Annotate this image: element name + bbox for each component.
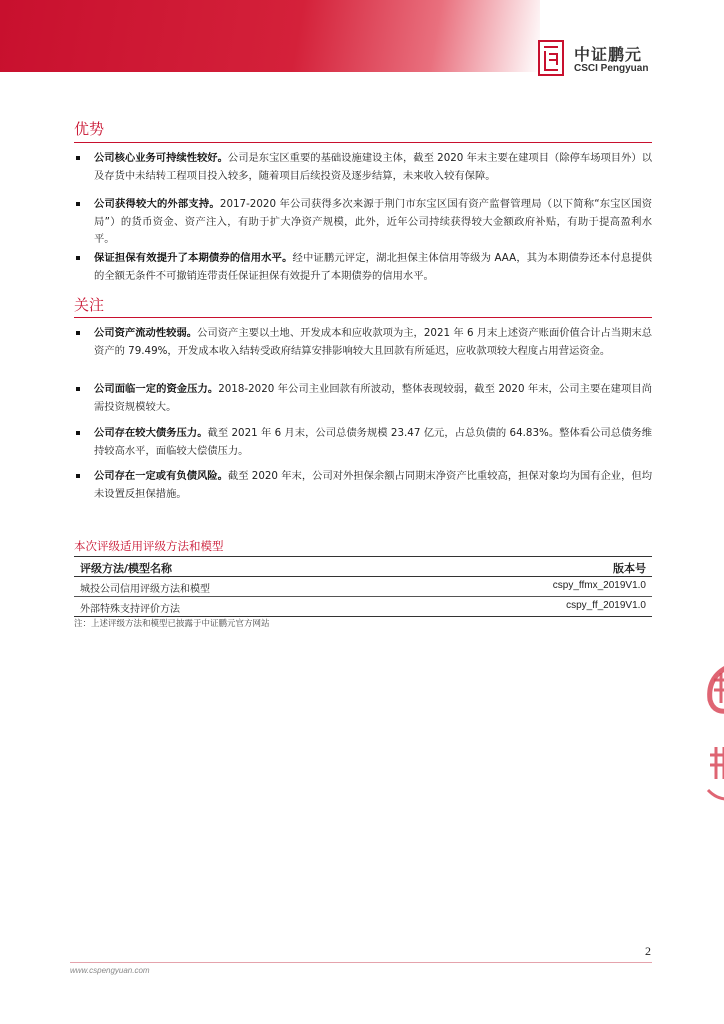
concern-item-3-text: 截至 2021 年 6 月末，公司总债务规模 23.47 亿元，占总负债的 64.83%。整体看公司总债务维持较高水平，面临较大偿债压力。 — [94, 427, 653, 457]
footer-rule — [70, 962, 652, 963]
bullet-icon — [76, 256, 80, 260]
concern-item-1 — [74, 325, 652, 360]
bullet-icon — [76, 331, 80, 335]
advantage-item-1 — [74, 150, 652, 185]
advantage-item-3-lead: 保证担保有效提升了本期债券的信用水平。 — [94, 252, 293, 264]
concern-item-4-lead: 公司存在一定或有负债风险。 — [94, 470, 228, 482]
table-note: 注：上述评级方法和模型已披露于中证鹏元官方网站 — [74, 619, 270, 629]
header-method-name: 评级方法/模型名称 — [80, 562, 173, 575]
concern-item-3-lead: 公司存在较大债务压力。 — [94, 427, 208, 439]
concern-item-2-text: 2018-2020 年公司主业回款有所波动，整体表现较弱，截至 2020 年末，公司主要在建项目尚需投资规模较大。 — [94, 383, 652, 413]
seal-icon — [538, 40, 564, 76]
table-row — [74, 577, 652, 597]
bullet-icon — [76, 431, 80, 435]
concern-item-4-text: 截至 2020 年末，公司对外担保余额占同期末净资产比重较高，担保对象均为国有企业，但均未设置反担保措施。 — [94, 470, 653, 500]
row-2-version: cspy_ff_2019V1.0 — [566, 600, 646, 611]
bullet-icon — [76, 387, 80, 391]
bullet-icon — [76, 156, 80, 160]
advantages-rule — [74, 142, 652, 143]
page-number: 2 — [645, 944, 651, 958]
header-version: 版本号 — [613, 562, 646, 575]
advantage-item-1-lead: 公司核心业务可持续性较好。 — [94, 152, 228, 164]
row-1-version: cspy_ffmx_2019V1.0 — [552, 580, 646, 591]
header-band — [0, 0, 540, 72]
table-row — [74, 597, 652, 617]
brand-name-cn: 中证鹏元 — [574, 45, 643, 64]
table-header — [74, 556, 652, 577]
advantage-item-2-lead: 公司获得较大的外部支持。 — [94, 198, 220, 210]
row-2-method: 外部特殊支持评价方法 — [80, 604, 180, 615]
row-1-method: 城投公司信用评级方法和模型 — [80, 584, 210, 595]
concern-item-2-lead: 公司面临一定的资金压力。 — [94, 383, 219, 395]
concern-item-1-lead: 公司资产流动性较弱。 — [94, 327, 198, 339]
concern-item-2 — [74, 381, 652, 416]
brand-logo — [538, 40, 678, 80]
stamp-icon — [702, 655, 724, 815]
concerns-rule — [74, 317, 652, 318]
brand-name-en: CSCI Pengyuan — [574, 63, 649, 74]
concern-item-3 — [74, 425, 652, 460]
concern-item-4 — [74, 468, 652, 503]
methods-table — [74, 556, 652, 617]
footer-url: www.cspengyuan.com — [70, 966, 150, 975]
methods-table-title: 本次评级适用评级方法和模型 — [74, 539, 224, 553]
advantage-item-3-text: 经中证鹏元评定，湖北担保主体信用等级为 AAA，其为本期债券还本付息提供的全额无条件不可撤销连带责任保证担保有效提升了本期债券的信用水平。 — [94, 252, 653, 282]
advantage-item-2-text: 2017-2020 年公司获得多次来源于荆门市东宝区国有资产监督管理局（以下简称“东宝区国资局”）的货币资金、资产注入，有助于扩大净资产规模，此外，近年公司持续获得较大金额政府补贴，有助于提高盈利水平。 — [94, 198, 652, 245]
advantage-item-1-text: 公司是东宝区重要的基础设施建设主体，截至 2020 年末主要在建项目（除停车场项目外）以及存货中未结转工程项目投入较多，随着项目后续投资及逐步结算，未来收入较有保障。 — [94, 152, 653, 182]
concerns-title: 关注 — [74, 296, 105, 314]
advantage-item-2 — [74, 196, 652, 249]
advantages-title: 优势 — [74, 120, 105, 138]
advantage-item-3 — [74, 250, 652, 285]
bullet-icon — [76, 474, 80, 478]
bullet-icon — [76, 202, 80, 206]
concern-item-1-text: 公司资产主要以土地、开发成本和应收款项为主，2021 年 6 月末上述资产账面价值合计占当期末总资产的 79.49%，开发成本收入结转受政府结算安排影响较大且回款有所延迟，应收款项较大程度占用营运资金。 — [94, 327, 653, 357]
